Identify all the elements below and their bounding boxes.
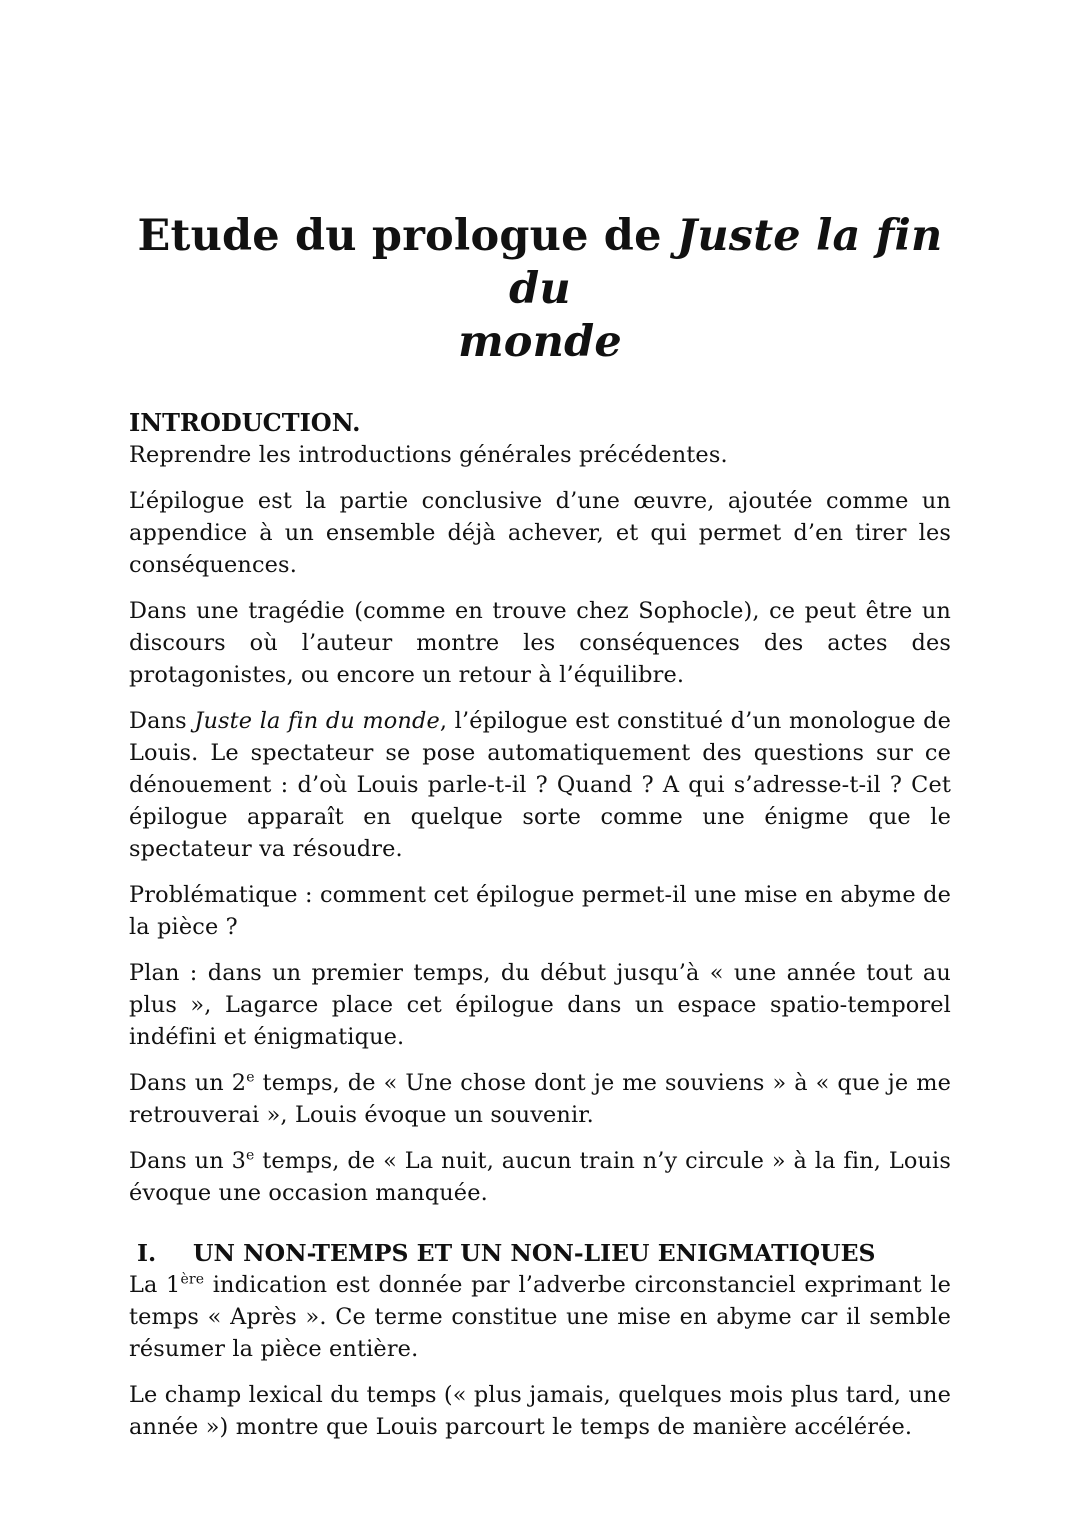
p4-rest: , l’épilogue est constitué d’un monologue de Louis. Le spectateur se pose automatiquement des questions sur ce dénouement : d’où Louis parle-t-il ? Quand ? A qui s’adresse-t-il ? Cet épilogue apparaît en quelque sorte comme une énigme que le spectateur va résoudre. <box>129 708 951 862</box>
p7-a: Dans un 2 <box>129 1070 247 1096</box>
part1-p1-a: La 1 <box>129 1272 181 1298</box>
part-one-title: UN NON-TEMPS ET UN NON-LIEU ENIGMATIQUES <box>193 1239 876 1267</box>
part-one-paragraph-2: Le champ lexical du temps (« plus jamais, quelques mois plus tard, une année ») montre que Louis parcourt le temps de manière accélérée. <box>129 1382 951 1440</box>
part-one-paragraph-1 <box>129 1269 951 1365</box>
introduction-heading: INTRODUCTION. <box>129 408 361 437</box>
title-italic: Juste la fin du <box>509 211 943 314</box>
plan-second-part <box>129 1067 951 1131</box>
document-title <box>115 210 965 369</box>
p8-b: temps, de « La nuit, aucun train n’y circule » à la fin, Louis évoque une occasion manquée. <box>129 1148 952 1206</box>
intro-paragraph-3: Dans une tragédie (comme en trouve chez Sophocle), ce peut être un discours où l’auteur montre les conséquences des actes des protagonistes, ou encore un retour à l’équilibre. <box>129 598 951 688</box>
intro-paragraph-4 <box>129 705 951 865</box>
intro-paragraph-1: Reprendre les introductions générales précédentes. <box>129 442 728 468</box>
title-text: Etude du prologue de <box>137 211 677 261</box>
p8-sup: e <box>246 1147 255 1164</box>
intro-paragraph-2: L’épilogue est la partie conclusive d’une œuvre, ajoutée comme un appendice à un ensemble déjà achever, et qui permet d’en tirer les conséquences. <box>129 488 951 578</box>
p7-b: temps, de « Une chose dont je me souviens » à « que je me retrouverai », Louis évoque un souvenir. <box>129 1070 951 1128</box>
title-italic-line2: monde <box>458 317 622 367</box>
p8-a: Dans un 3 <box>129 1148 246 1174</box>
plan-third-part <box>129 1145 951 1209</box>
plan-paragraph: Plan : dans un premier temps, du début jusqu’à « une année tout au plus », Lagarce place cet épilogue dans un espace spatio-temporel indéfini et énigmatique. <box>129 960 951 1050</box>
p4-start: Dans <box>129 708 195 734</box>
part1-p1-sup: ère <box>180 1271 205 1288</box>
p7-sup: e <box>246 1069 255 1086</box>
p4-italic-title: Juste la fin du monde <box>194 708 440 734</box>
part-one-heading <box>137 1237 951 1269</box>
part1-p1-b: indication est donnée par l’adverbe circonstanciel exprimant le temps « Après ». Ce terme constitue une mise en abyme car il semble résumer la pièce entière. <box>129 1272 951 1362</box>
part-one-number: I. <box>137 1239 157 1267</box>
problematique-paragraph: Problématique : comment cet épilogue permet-il une mise en abyme de la pièce ? <box>129 882 951 940</box>
document-page <box>129 210 951 1443</box>
